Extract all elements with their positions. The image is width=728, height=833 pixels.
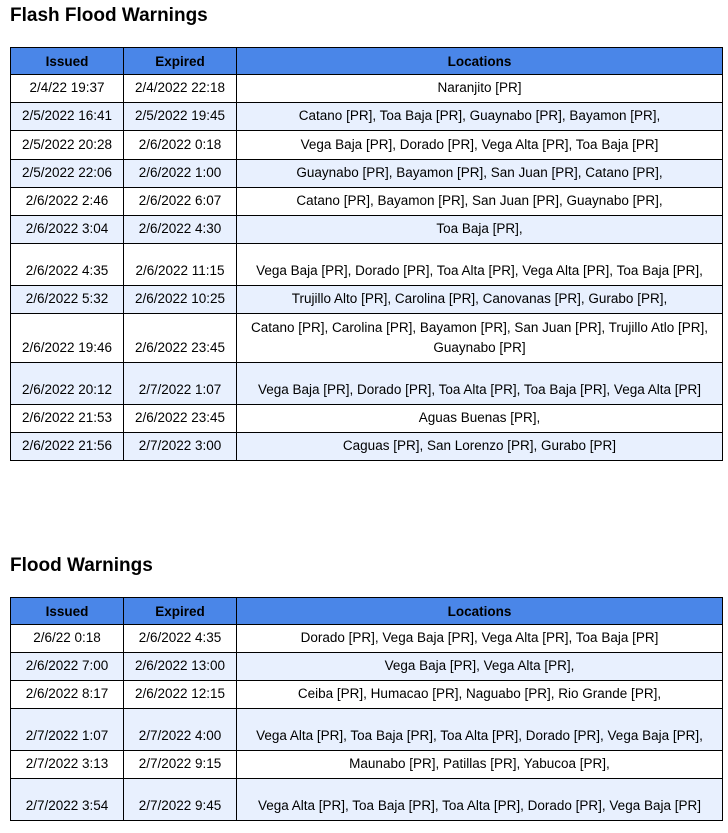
table-row (11, 188, 723, 216)
table-row (11, 681, 723, 709)
table-row (11, 433, 723, 461)
locations-cell: Trujillo Alto [PR], Carolina [PR], Canovanas [PR], Gurabo [PR], (237, 286, 723, 314)
locations-cell: Vega Alta [PR], Toa Baja [PR], Toa Alta [PR], Dorado [PR], Vega Baja [PR] (237, 779, 723, 821)
locations-cell: Aguas Buenas [PR], (237, 405, 723, 433)
expired-cell: 2/5/2022 19:45 (124, 103, 237, 131)
locations-cell: Catano [PR], Bayamon [PR], San Juan [PR], Guaynabo [PR], (237, 188, 723, 216)
table-row (11, 160, 723, 188)
locations-header: Locations (237, 598, 723, 625)
issued-cell: 2/6/2022 21:56 (11, 433, 124, 461)
issued-cell: 2/5/2022 20:28 (11, 131, 124, 160)
issued-cell: 2/5/2022 22:06 (11, 160, 124, 188)
table-row (11, 75, 723, 103)
locations-cell: Maunabo [PR], Patillas [PR], Yabucoa [PR], (237, 751, 723, 779)
table-row (11, 405, 723, 433)
flood-warnings-table (10, 597, 723, 821)
locations-cell: Catano [PR], Carolina [PR], Bayamon [PR], San Juan [PR], Trujillo Atlo [PR], Guaynabo [PR] (237, 314, 723, 363)
expired-cell: 2/6/2022 6:07 (124, 188, 237, 216)
locations-cell: Vega Baja [PR], Vega Alta [PR], (237, 653, 723, 681)
expired-cell: 2/7/2022 9:45 (124, 779, 237, 821)
table-row (11, 216, 723, 244)
flash-flood-warnings-table (10, 47, 723, 461)
locations-cell: Guaynabo [PR], Bayamon [PR], San Juan [PR], Catano [PR], (237, 160, 723, 188)
expired-cell: 2/6/2022 23:45 (124, 314, 237, 363)
issued-cell: 2/4/22 19:37 (11, 75, 124, 103)
flood-warnings-title: Flood Warnings (10, 555, 153, 576)
issued-cell: 2/6/2022 21:53 (11, 405, 124, 433)
locations-cell: Dorado [PR], Vega Baja [PR], Vega Alta [PR], Toa Baja [PR] (237, 625, 723, 653)
issued-cell: 2/7/2022 3:54 (11, 779, 124, 821)
issued-cell: 2/6/2022 20:12 (11, 363, 124, 405)
expired-cell: 2/4/2022 22:18 (124, 75, 237, 103)
issued-cell: 2/6/2022 7:00 (11, 653, 124, 681)
table-row (11, 131, 723, 160)
table-row (11, 751, 723, 779)
issued-cell: 2/6/2022 2:46 (11, 188, 124, 216)
expired-cell: 2/6/2022 4:35 (124, 625, 237, 653)
expired-cell: 2/6/2022 0:18 (124, 131, 237, 160)
issued-cell: 2/6/2022 8:17 (11, 681, 124, 709)
issued-cell: 2/5/2022 16:41 (11, 103, 124, 131)
locations-cell: Caguas [PR], San Lorenzo [PR], Gurabo [PR] (237, 433, 723, 461)
expired-cell: 2/7/2022 9:15 (124, 751, 237, 779)
header-row (11, 48, 723, 75)
flash-flood-warnings-title: Flash Flood Warnings (10, 5, 208, 26)
issued-cell: 2/6/2022 5:32 (11, 286, 124, 314)
expired-cell: 2/7/2022 3:00 (124, 433, 237, 461)
header-row (11, 598, 723, 625)
issued-header: Issued (11, 48, 124, 75)
expired-cell: 2/7/2022 1:07 (124, 363, 237, 405)
issued-cell: 2/6/2022 4:35 (11, 244, 124, 286)
issued-cell: 2/7/2022 3:13 (11, 751, 124, 779)
locations-cell: Toa Baja [PR], (237, 216, 723, 244)
locations-cell: Vega Baja [PR], Dorado [PR], Toa Alta [PR], Vega Alta [PR], Toa Baja [PR], (237, 244, 723, 286)
expired-cell: 2/6/2022 13:00 (124, 653, 237, 681)
expired-cell: 2/7/2022 4:00 (124, 709, 237, 751)
table-row (11, 314, 723, 363)
table-row (11, 625, 723, 653)
issued-header: Issued (11, 598, 124, 625)
expired-cell: 2/6/2022 23:45 (124, 405, 237, 433)
locations-cell: Ceiba [PR], Humacao [PR], Naguabo [PR], Rio Grande [PR], (237, 681, 723, 709)
table-row (11, 244, 723, 286)
table-row (11, 103, 723, 131)
locations-cell: Vega Baja [PR], Dorado [PR], Vega Alta [PR], Toa Baja [PR] (237, 131, 723, 160)
table-row (11, 653, 723, 681)
table-row (11, 779, 723, 821)
expired-cell: 2/6/2022 10:25 (124, 286, 237, 314)
expired-header: Expired (124, 598, 237, 625)
table-row (11, 286, 723, 314)
locations-cell: Vega Alta [PR], Toa Baja [PR], Toa Alta [PR], Dorado [PR], Vega Baja [PR], (237, 709, 723, 751)
locations-cell: Vega Baja [PR], Dorado [PR], Toa Alta [PR], Toa Baja [PR], Vega Alta [PR] (237, 363, 723, 405)
issued-cell: 2/6/22 0:18 (11, 625, 124, 653)
issued-cell: 2/6/2022 3:04 (11, 216, 124, 244)
expired-cell: 2/6/2022 4:30 (124, 216, 237, 244)
expired-cell: 2/6/2022 11:15 (124, 244, 237, 286)
issued-cell: 2/6/2022 19:46 (11, 314, 124, 363)
locations-cell: Naranjito [PR] (237, 75, 723, 103)
expired-cell: 2/6/2022 12:15 (124, 681, 237, 709)
locations-cell: Catano [PR], Toa Baja [PR], Guaynabo [PR], Bayamon [PR], (237, 103, 723, 131)
locations-header: Locations (237, 48, 723, 75)
table-row (11, 709, 723, 751)
expired-header: Expired (124, 48, 237, 75)
issued-cell: 2/7/2022 1:07 (11, 709, 124, 751)
expired-cell: 2/6/2022 1:00 (124, 160, 237, 188)
table-row (11, 363, 723, 405)
